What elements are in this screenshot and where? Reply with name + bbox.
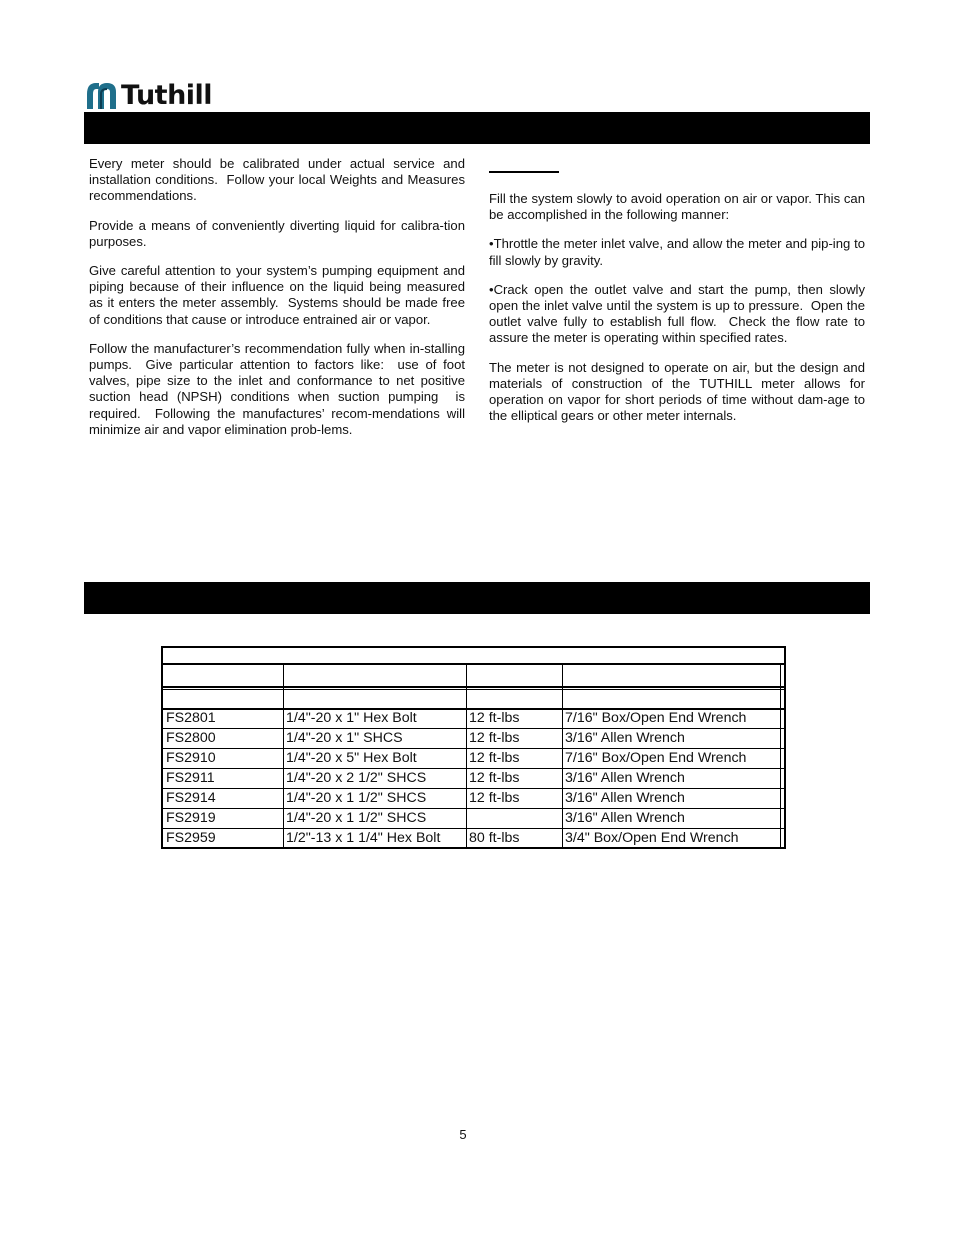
column-divider [283, 663, 284, 847]
torque-cell: 12 ft-lbs [469, 730, 520, 746]
table-rule [163, 663, 784, 665]
fastener-cell: 1/2"-13 x 1 1/4" Hex Bolt [286, 830, 441, 846]
part-number-cell: FS2914 [166, 790, 216, 806]
torque-cell: 12 ft-lbs [469, 770, 520, 786]
brand-name: Tuthill [121, 79, 213, 111]
torque-cell: 80 ft-lbs [469, 830, 520, 846]
torque-cell: 12 ft-lbs [469, 750, 520, 766]
column-divider [466, 663, 467, 847]
tool-cell: 7/16" Box/Open End Wrench [565, 750, 747, 766]
tool-cell: 3/16" Allen Wrench [565, 730, 685, 746]
paragraph: Provide a means of conveniently diverting liquid for calibra-tion purposes. [89, 217, 465, 249]
fastener-cell: 1/4"-20 x 2 1/2" SHCS [286, 770, 427, 786]
tool-cell: 3/4" Box/Open End Wrench [565, 830, 739, 846]
tool-cell: 3/16" Allen Wrench [565, 770, 685, 786]
torque-cell: 12 ft-lbs [469, 710, 520, 726]
tuthill-logo-icon [86, 80, 120, 110]
tool-cell: 7/16" Box/Open End Wrench [565, 710, 747, 726]
paragraph: •Throttle the meter inlet valve, and allow the meter and pip-ing to fill slowly by gravity. [489, 236, 865, 268]
paragraph: Fill the system slowly to avoid operation on air or vapor. This can be accomplished in the following manner: [489, 191, 865, 223]
table-rule [163, 686, 784, 688]
torque-cell: 12 ft-lbs [469, 790, 520, 806]
section-header-bar [84, 112, 870, 144]
fastener-cell: 1/4"-20 x 1" Hex Bolt [286, 710, 417, 726]
part-number-cell: FS2801 [166, 710, 216, 726]
fastener-cell: 1/4"-20 x 5" Hex Bolt [286, 750, 417, 766]
section-header-bar-2 [84, 582, 870, 614]
paragraph: The meter is not designed to operate on air, but the design and materials of construction of the TUTHILL meter allows for operation on vapor for short periods of time without dam-age to the elliptical gears or other meter internals. [489, 359, 865, 424]
paragraph: Follow the manufacturer’s recommendation fully when in-stalling pumps. Give particular attention to factors like: use of foot valves, pipe size to the inlet and conformance to net positive suction head (NPSH) conditions when suction pumping is required. Following the manufactures’ recom-mendations will minimize air and vapor elimination prob-lems. [89, 340, 465, 437]
part-number-cell: FS2910 [166, 750, 216, 766]
table-rule [163, 808, 784, 809]
left-column [89, 156, 465, 451]
column-divider [780, 663, 781, 847]
paragraph: Every meter should be calibrated under actual service and installation conditions. Follow your local Weights and Measures recommendations. [89, 156, 465, 204]
part-number-cell: FS2919 [166, 810, 216, 826]
part-number-cell: FS2800 [166, 730, 216, 746]
tool-cell: 3/16" Allen Wrench [565, 810, 685, 826]
tool-cell: 3/16" Allen Wrench [565, 790, 685, 806]
part-number-cell: FS2911 [166, 770, 215, 786]
fastener-cell: 1/4"-20 x 1 1/2" SHCS [286, 810, 427, 826]
page-number: 5 [459, 1127, 467, 1142]
table-rule [163, 689, 784, 690]
subheading-rule [489, 171, 559, 173]
fastener-cell: 1/4"-20 x 1" SHCS [286, 730, 403, 746]
column-divider [562, 663, 563, 847]
paragraph: •Crack open the outlet valve and start the pump, then slowly open the inlet valve until the system is up to pressure. Open the outlet valve fully to establish full flow. Check the flow rate to assure the meter is operating within specified rates. [489, 281, 865, 346]
fastener-cell: 1/4"-20 x 1 1/2" SHCS [286, 790, 427, 806]
paragraph: Give careful attention to your system’s pumping equipment and piping because of their influence on the liquid being measured as it enters the meter assembly. Systems should be made free of conditions that cause or introduce entrained air or vapor. [89, 263, 465, 327]
right-column [489, 191, 865, 437]
tuthill-logo [86, 78, 226, 112]
torque-table [161, 646, 786, 849]
part-number-cell: FS2959 [166, 830, 216, 846]
